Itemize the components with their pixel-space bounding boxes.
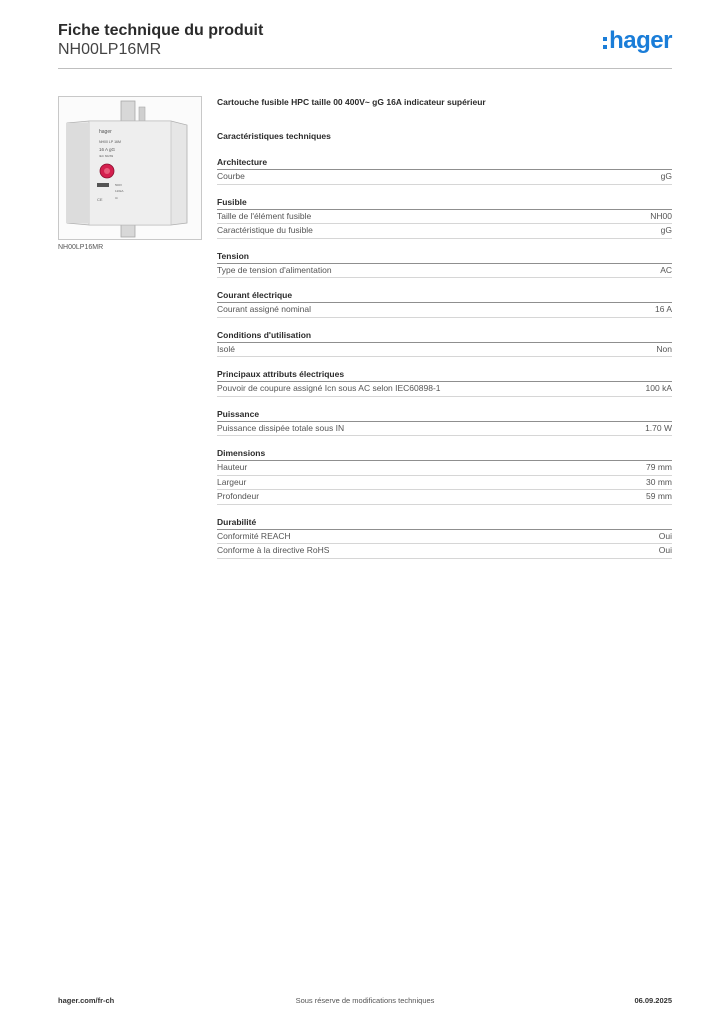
svg-text:120kA: 120kA bbox=[115, 189, 124, 193]
spec-value: AC bbox=[660, 264, 672, 275]
spec-label: Courant assigné nominal bbox=[217, 304, 312, 314]
spec-value: 79 mm bbox=[646, 462, 672, 472]
spec-label: Isolé bbox=[217, 343, 235, 354]
spec-label: Largeur bbox=[217, 476, 247, 487]
spec-content bbox=[217, 96, 672, 570]
spec-row bbox=[217, 343, 672, 358]
product-name: Cartouche fusible HPC taille 00 400V~ gG 16A indicateur supérieur bbox=[217, 97, 486, 107]
spec-row bbox=[217, 476, 672, 491]
spec-value: gG bbox=[660, 225, 672, 235]
spec-label: Profondeur bbox=[217, 491, 260, 501]
spec-label: Caractéristique du fusible bbox=[217, 225, 313, 235]
fuse-label-text: hager bbox=[99, 129, 112, 135]
logo-dots-icon bbox=[603, 35, 607, 51]
section-title: Durabilité bbox=[217, 516, 672, 530]
spec-row bbox=[217, 210, 672, 225]
spec-label: Type de tension d'alimentation bbox=[217, 264, 332, 275]
section-title: Dimensions bbox=[217, 447, 672, 461]
spec-value: 16 A bbox=[654, 304, 672, 314]
section-title: Tension bbox=[217, 250, 672, 264]
footer-disclaimer: Sous réserve de modifications techniques bbox=[295, 996, 435, 1005]
product-image bbox=[58, 96, 202, 240]
spec-row bbox=[217, 544, 672, 559]
spec-value: 1.70 W bbox=[645, 422, 672, 433]
section-puissance bbox=[217, 408, 672, 437]
section-dimensions bbox=[217, 447, 672, 505]
spec-value: 100 kA bbox=[645, 383, 672, 393]
svg-text:Ui: Ui bbox=[115, 196, 118, 200]
section-fusible bbox=[217, 196, 672, 239]
page-footer bbox=[58, 996, 672, 1008]
svg-text:IEC 60269: IEC 60269 bbox=[99, 154, 114, 158]
section-conditions bbox=[217, 329, 672, 358]
section-title: Architecture bbox=[217, 156, 672, 170]
section-title: Courant électrique bbox=[217, 289, 672, 303]
svg-text:NH00 LP 16M: NH00 LP 16M bbox=[99, 140, 121, 144]
spec-label: Pouvoir de coupure assigné Icn sous AC selon IEC60898-1 bbox=[217, 383, 441, 393]
spec-row bbox=[217, 490, 672, 505]
spec-label: Conformité REACH bbox=[217, 530, 291, 541]
section-title: Conditions d'utilisation bbox=[217, 329, 672, 343]
spec-row bbox=[217, 382, 672, 397]
spec-value: Non bbox=[656, 343, 672, 354]
section-durabilite bbox=[217, 516, 672, 559]
spec-value: NH00 bbox=[650, 210, 672, 221]
hager-logo[interactable] bbox=[603, 27, 672, 55]
page-header bbox=[58, 20, 672, 70]
footer-website-link[interactable]: hager.com/fr-ch bbox=[58, 996, 115, 1005]
spec-row bbox=[217, 224, 672, 239]
spec-row bbox=[217, 461, 672, 476]
fuse-cartridge-icon bbox=[59, 97, 201, 239]
spec-value: Oui bbox=[658, 530, 672, 541]
spec-value: 59 mm bbox=[646, 491, 672, 501]
spec-row bbox=[217, 303, 672, 318]
spec-value: Oui bbox=[658, 545, 672, 555]
footer-date: 06.09.2025 bbox=[634, 996, 672, 1005]
svg-text:CE: CE bbox=[97, 197, 103, 202]
section-tension bbox=[217, 250, 672, 279]
spec-label: Conforme à la directive RoHS bbox=[217, 545, 330, 555]
section-title: Principaux attributs électriques bbox=[217, 368, 672, 382]
svg-text:16 A gG: 16 A gG bbox=[99, 147, 116, 152]
spec-label: Hauteur bbox=[217, 462, 248, 472]
product-reference: NH00LP16MR bbox=[58, 41, 162, 58]
section-architecture bbox=[217, 156, 672, 185]
image-caption: NH00LP16MR bbox=[58, 244, 104, 251]
document-title: Fiche technique du produit bbox=[58, 22, 264, 39]
spec-label: Puissance dissipée totale sous IN bbox=[217, 422, 345, 433]
spec-label: Courbe bbox=[217, 171, 245, 181]
spec-value: 30 mm bbox=[646, 476, 672, 487]
spec-row bbox=[217, 264, 672, 279]
spec-row bbox=[217, 422, 672, 437]
section-courant bbox=[217, 289, 672, 318]
spec-label: Taille de l'élément fusible bbox=[217, 210, 312, 221]
section-attributs-electriques bbox=[217, 368, 672, 397]
section-title: Fusible bbox=[217, 196, 672, 210]
spec-row bbox=[217, 530, 672, 545]
header-divider bbox=[58, 68, 672, 69]
logo-text: hager bbox=[609, 27, 672, 54]
spec-row bbox=[217, 170, 672, 185]
section-title: Puissance bbox=[217, 408, 672, 422]
svg-text:500V: 500V bbox=[115, 183, 123, 187]
spec-value: gG bbox=[660, 171, 672, 181]
technical-characteristics-title: Caractéristiques techniques bbox=[217, 131, 331, 141]
